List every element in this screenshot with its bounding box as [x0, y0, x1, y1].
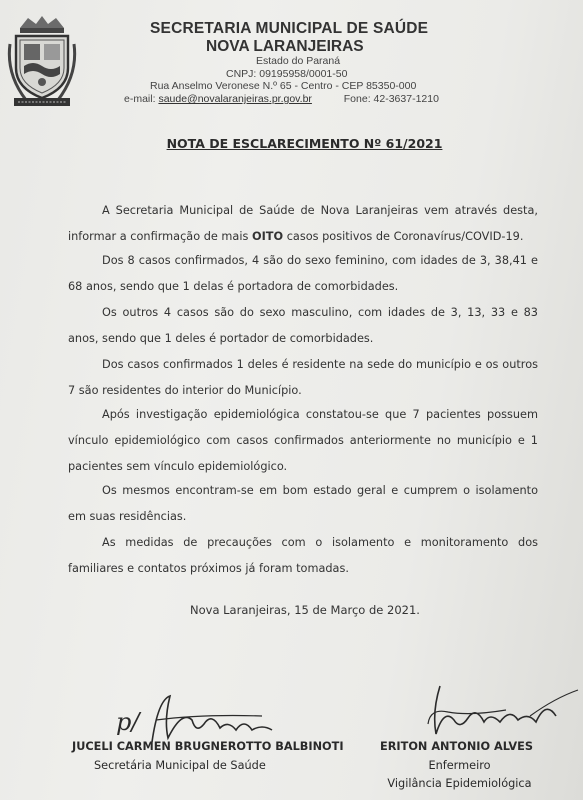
header-contact-line: [124, 93, 583, 105]
signatory-1-role: Secretária Municipal de Saúde: [94, 759, 266, 772]
coat-of-arms-logo: [6, 14, 78, 110]
paragraph-7-text: As medidas de precauções com o isolamento e monitoramento dos familiares e contatos próximos já foram tomadas.: [68, 536, 538, 575]
paragraph-1-emphasis: OITO: [251, 230, 284, 243]
header-phone: Fone: 42-3637-1210: [343, 93, 439, 105]
signature-1-prefix: p/: [116, 708, 140, 736]
document-title: NOTA DE ESCLARECIMENTO Nº 61/2021: [166, 136, 443, 151]
signatory-2-role: Enfermeiro: [428, 759, 491, 772]
signature-2-scrawl: [410, 682, 580, 744]
paragraph-6: [68, 478, 538, 530]
header-subtitle: NOVA LARANJEIRAS: [206, 38, 364, 55]
paragraph-5: [68, 402, 538, 480]
paragraph-4-text: Dos casos confirmados 1 deles é residente na sede do município e os outros 7 são residentes do interior do Município.: [68, 358, 538, 397]
paragraph-2: [68, 248, 538, 300]
paragraph-2-text: Dos 8 casos confirmados, 4 são do sexo feminino, com idades de 3, 38,41 e 68 anos, sendo que 1 delas é portadora de comorbidades.: [68, 254, 538, 293]
email-link[interactable]: saude@novalaranjeiras.pr.gov.br: [158, 93, 312, 105]
signature-block-2: [380, 740, 539, 792]
signature-block-1: [72, 740, 344, 774]
paragraph-7: [68, 530, 538, 582]
email-label: e-mail:: [124, 93, 156, 105]
paragraph-1-text-b: casos positivos de Coronavírus/COVID-19.: [283, 230, 524, 243]
signatory-2-name: ERITON ANTONIO ALVES: [380, 740, 533, 753]
header-cnpj: CNPJ: 09195958/0001-50: [226, 68, 348, 80]
paragraph-1: [68, 198, 538, 250]
header-address: Rua Anselmo Veronese N.º 65 - Centro - CEP 85350-000: [150, 80, 417, 92]
paragraph-3-text: Os outros 4 casos são do sexo masculino, com idades de 3, 13, 33 e 83 anos, sendo que 1 deles é portador de comorbidades.: [68, 306, 538, 345]
paragraph-5-text: Após investigação epidemiológica constatou-se que 7 pacientes possuem vínculo epidemiológico com casos confirmados anteriormente no município e 1 pacientes sem vínculo epidemiológico.: [68, 408, 538, 473]
signatory-1-name: JUCELI CARMEN BRUGNEROTTO BALBINOTI: [72, 740, 344, 753]
paragraph-4: [68, 352, 538, 404]
date-line: Nova Laranjeiras, 15 de Março de 2021.: [190, 603, 420, 617]
signatory-2-department: Vigilância Epidemiológica: [387, 777, 532, 790]
paragraph-6-text: Os mesmos encontram-se em bom estado geral e cumprem o isolamento em suas residências.: [68, 484, 538, 523]
header-title: SECRETARIA MUNICIPAL DE SAÚDE: [150, 20, 429, 37]
header-state: Estado do Paraná: [256, 55, 341, 67]
paragraph-1-text-a: A Secretaria Municipal de Saúde de Nova Laranjeiras vem através desta, informar a confirmação de mais: [68, 204, 538, 243]
paragraph-3: [68, 300, 538, 352]
